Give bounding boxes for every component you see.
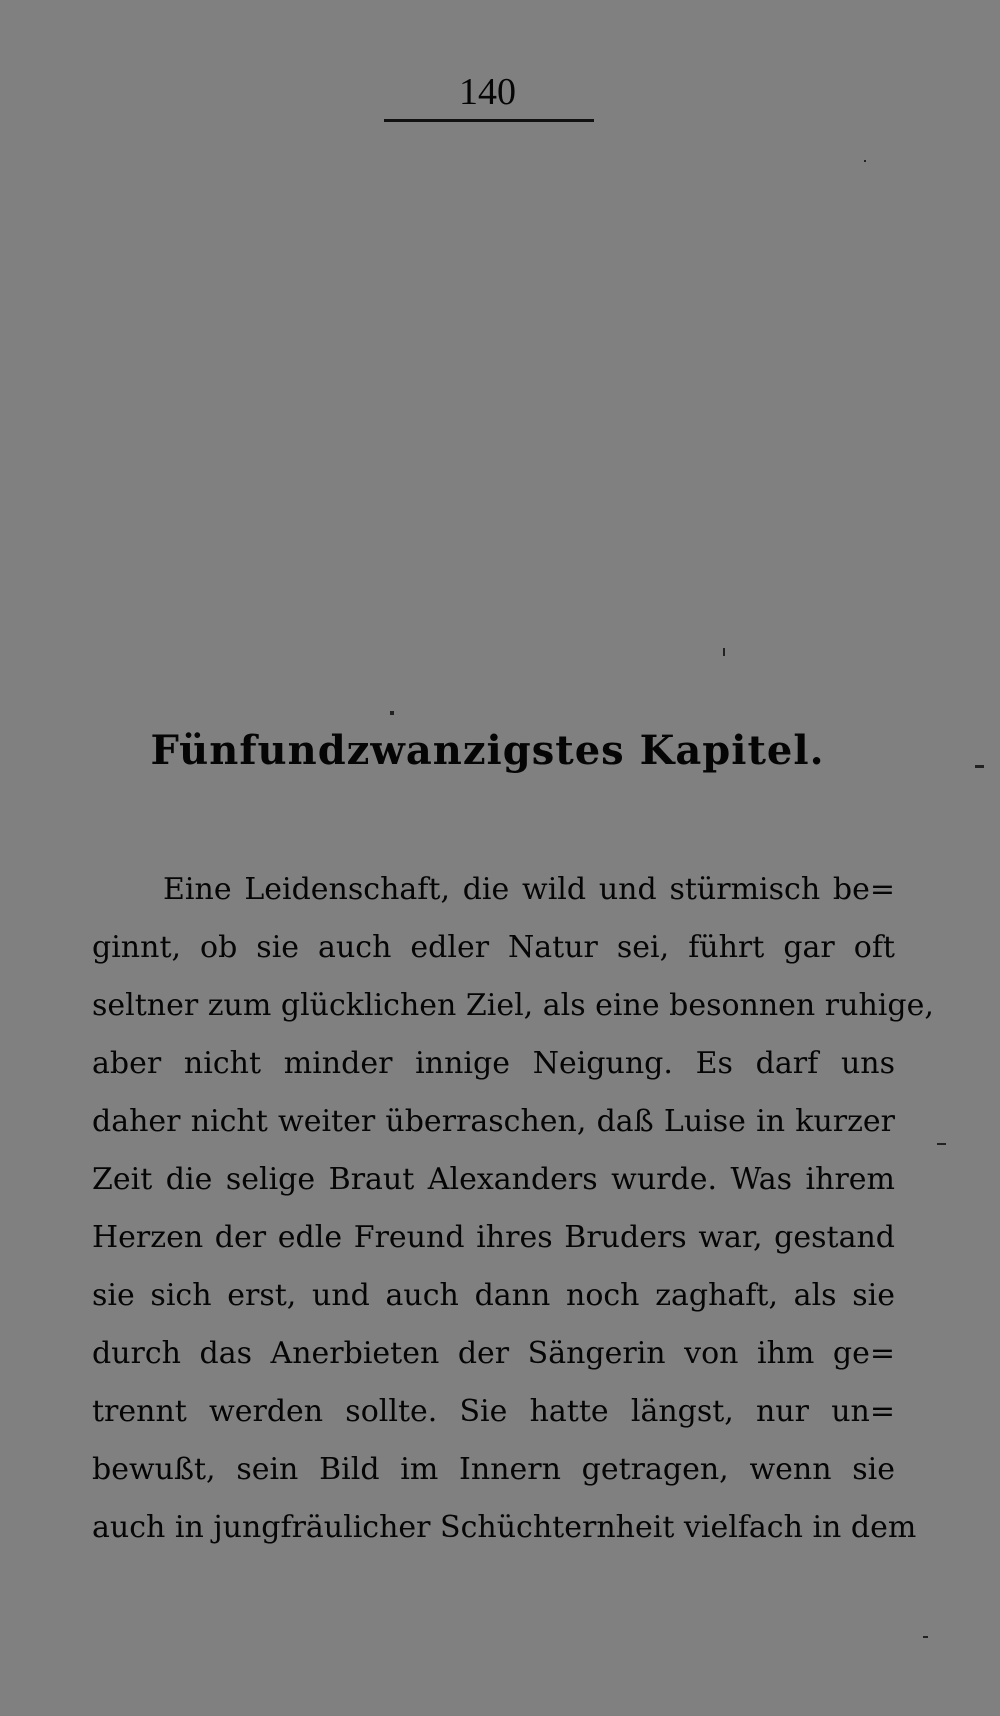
page-number: 140 [459,71,516,113]
chapter-title: Fünfundzwanzigstes Kapitel. [150,727,825,774]
text-line-4: aber nicht minder innige Neigung. Es darf uns [92,1046,895,1081]
text-line-12: auch in jungfräulicher Schüchternheit vielfach in dem [92,1510,917,1545]
scan-speck [723,648,725,656]
scan-speck [923,1636,928,1638]
scan-speck [937,1143,946,1145]
text-line-1: Eine Leidenschaft, die wild und stürmisch be= [163,872,895,907]
text-line-6: Zeit die selige Braut Alexanders wurde. Was ihrem [92,1162,895,1197]
header-rule [384,119,594,122]
text-line-9: durch das Anerbieten der Sängerin von ihm ge= [92,1336,895,1371]
text-line-11: bewußt, sein Bild im Innern getragen, wenn sie [92,1452,895,1487]
scan-speck [864,160,866,162]
text-line-10: trennt werden sollte. Sie hatte längst, nur un= [92,1394,895,1429]
scan-speck [975,765,984,768]
text-line-8: sie sich erst, und auch dann noch zaghaft, als sie [92,1278,895,1313]
scan-speck [390,711,394,715]
text-line-3: seltner zum glücklichen Ziel, als eine besonnen ruhige, [92,988,934,1023]
text-line-2: ginnt, ob sie auch edler Natur sei, führt gar oft [92,930,895,965]
text-line-5: daher nicht weiter überraschen, daß Luise in kurzer [92,1104,895,1139]
text-line-7: Herzen der edle Freund ihres Bruders war, gestand [92,1220,895,1255]
